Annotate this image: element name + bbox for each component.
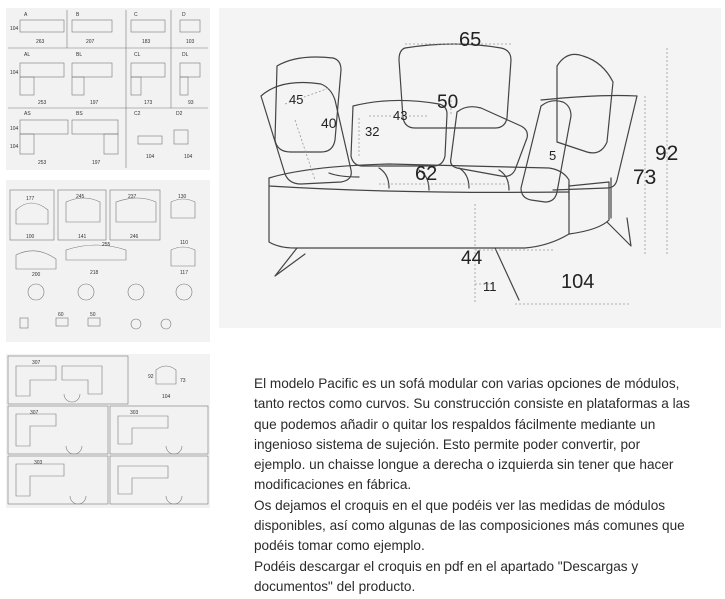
dim-lumbar-height: 32 bbox=[365, 124, 380, 139]
sheet1-letter: BS bbox=[76, 111, 83, 117]
sheet2-measure: 255 bbox=[102, 242, 111, 248]
sheet1-measure: 197 bbox=[92, 160, 101, 166]
sheet1-measure: 207 bbox=[86, 39, 95, 45]
sheet1-measure: 104 bbox=[184, 154, 193, 160]
dim-leg-height: 11 bbox=[483, 279, 497, 294]
dim-side-cushion: 5 bbox=[549, 148, 557, 163]
sheet2-measure: 200 bbox=[32, 272, 41, 278]
dim-seat-depth: 62 bbox=[415, 163, 438, 185]
sheet1-measure: 173 bbox=[144, 100, 153, 106]
sheet3-measure: 307 bbox=[32, 360, 41, 366]
description-paragraph: Os dejamos el croquis en el que podéis ver las medidas de módulos disponibles, así como algunas de las composiciones más comunes que podéis tomar como ejemplo. bbox=[254, 497, 685, 554]
sofa-outline bbox=[261, 44, 637, 300]
sheet2-measure: 100 bbox=[26, 234, 35, 240]
description-paragraph: El modelo Pacific es un sofá modular con varias opciones de módulos, tanto rectos como curvos. Su construcción consiste en plataformas a las que podemos añadir o quitar los respaldos fácilmente mediante un ingenioso sistema de sujeción. Esto permite poder convertir, por ejemplo. un chaisse longue a derecha o izquierda sin tener que hacer modificaciones en fábrica. bbox=[254, 376, 690, 493]
sheet1-measure: 93 bbox=[188, 100, 194, 106]
dim-lumbar-depth: 50 bbox=[437, 92, 459, 113]
sheet2-measure: 50 bbox=[90, 312, 96, 318]
sheet1-side: 104 bbox=[10, 70, 19, 76]
product-description bbox=[254, 374, 694, 597]
sheet1-measure: 183 bbox=[142, 39, 151, 45]
sheet1-letter: CL bbox=[134, 52, 141, 58]
sheet2-measure: 141 bbox=[78, 234, 87, 240]
sheet1-measure: 104 bbox=[146, 154, 155, 160]
sheet3-measure: 303 bbox=[130, 410, 139, 416]
dim-back-cushion-width: 65 bbox=[459, 29, 482, 51]
sheet1-letter: C2 bbox=[134, 111, 141, 117]
sheet2-measure: 60 bbox=[58, 312, 64, 318]
sheet1-measure: 253 bbox=[38, 160, 47, 166]
sheet1-side: 104 bbox=[10, 126, 19, 132]
sheet1-letter: B bbox=[76, 12, 80, 18]
sofa-dimension-drawing[interactable] bbox=[219, 8, 721, 328]
sheet2-measure: 237 bbox=[128, 194, 137, 200]
sheet2-measure: 246 bbox=[130, 234, 139, 240]
sheet3-measure: 303 bbox=[34, 460, 43, 466]
sheet2-measure: 117 bbox=[180, 270, 188, 276]
dim-back-height: 73 bbox=[633, 166, 657, 189]
sheet2-measure: 245 bbox=[76, 194, 85, 200]
sheet3-measure: 73 bbox=[180, 378, 186, 384]
sheet1-measure: 197 bbox=[90, 100, 99, 106]
sheet2-measure: 130 bbox=[178, 194, 187, 200]
sheet1-letter: DL bbox=[182, 52, 189, 58]
dim-total-height: 92 bbox=[655, 142, 679, 165]
module-sheet-drawing-2 bbox=[6, 180, 210, 342]
sheet1-letter: A bbox=[24, 12, 28, 18]
sofa-sketch bbox=[219, 8, 721, 328]
sheet1-letter: D2 bbox=[176, 111, 183, 117]
sheet1-letter: C bbox=[134, 12, 138, 18]
composition-sheet-drawing bbox=[6, 354, 210, 508]
description-paragraph: Podéis descargar el croquis en pdf en el apartado "Descargas y documentos" del producto. bbox=[254, 558, 639, 594]
sheet2-measure: 177 bbox=[26, 196, 35, 202]
dim-lumbar-width: 43 bbox=[393, 108, 408, 123]
module-sheet-thumbnail-2[interactable] bbox=[6, 180, 210, 342]
sheet2-measure: 218 bbox=[90, 270, 99, 276]
sheet3-measure: 92 bbox=[148, 374, 154, 380]
sheet1-letter: BL bbox=[76, 52, 83, 58]
sheet3-measure: 104 bbox=[162, 394, 171, 400]
sheet2-measure: 110 bbox=[180, 240, 188, 246]
sheet1-measure: 263 bbox=[36, 39, 45, 45]
dim-cushion-left-height: 45 bbox=[289, 92, 304, 107]
dim-total-depth: 104 bbox=[561, 271, 595, 293]
dim-cushion-left-width: 40 bbox=[321, 115, 337, 131]
sheet3-measure: 307 bbox=[30, 410, 39, 416]
dim-seat-height: 44 bbox=[461, 248, 483, 269]
module-sheet-drawing-1 bbox=[6, 8, 210, 170]
sheet1-letter: AS bbox=[24, 111, 31, 117]
sheet1-measure: 253 bbox=[38, 100, 47, 106]
sheet1-side: 104 bbox=[10, 26, 19, 32]
sheet1-side: 104 bbox=[10, 144, 19, 150]
composition-sheet-thumbnail[interactable] bbox=[6, 354, 210, 508]
module-sheet-thumbnail-1[interactable] bbox=[6, 8, 210, 170]
sheet1-letter: D bbox=[182, 12, 186, 18]
sheet1-letter: AL bbox=[24, 52, 31, 58]
sheet1-measure: 103 bbox=[186, 39, 195, 45]
